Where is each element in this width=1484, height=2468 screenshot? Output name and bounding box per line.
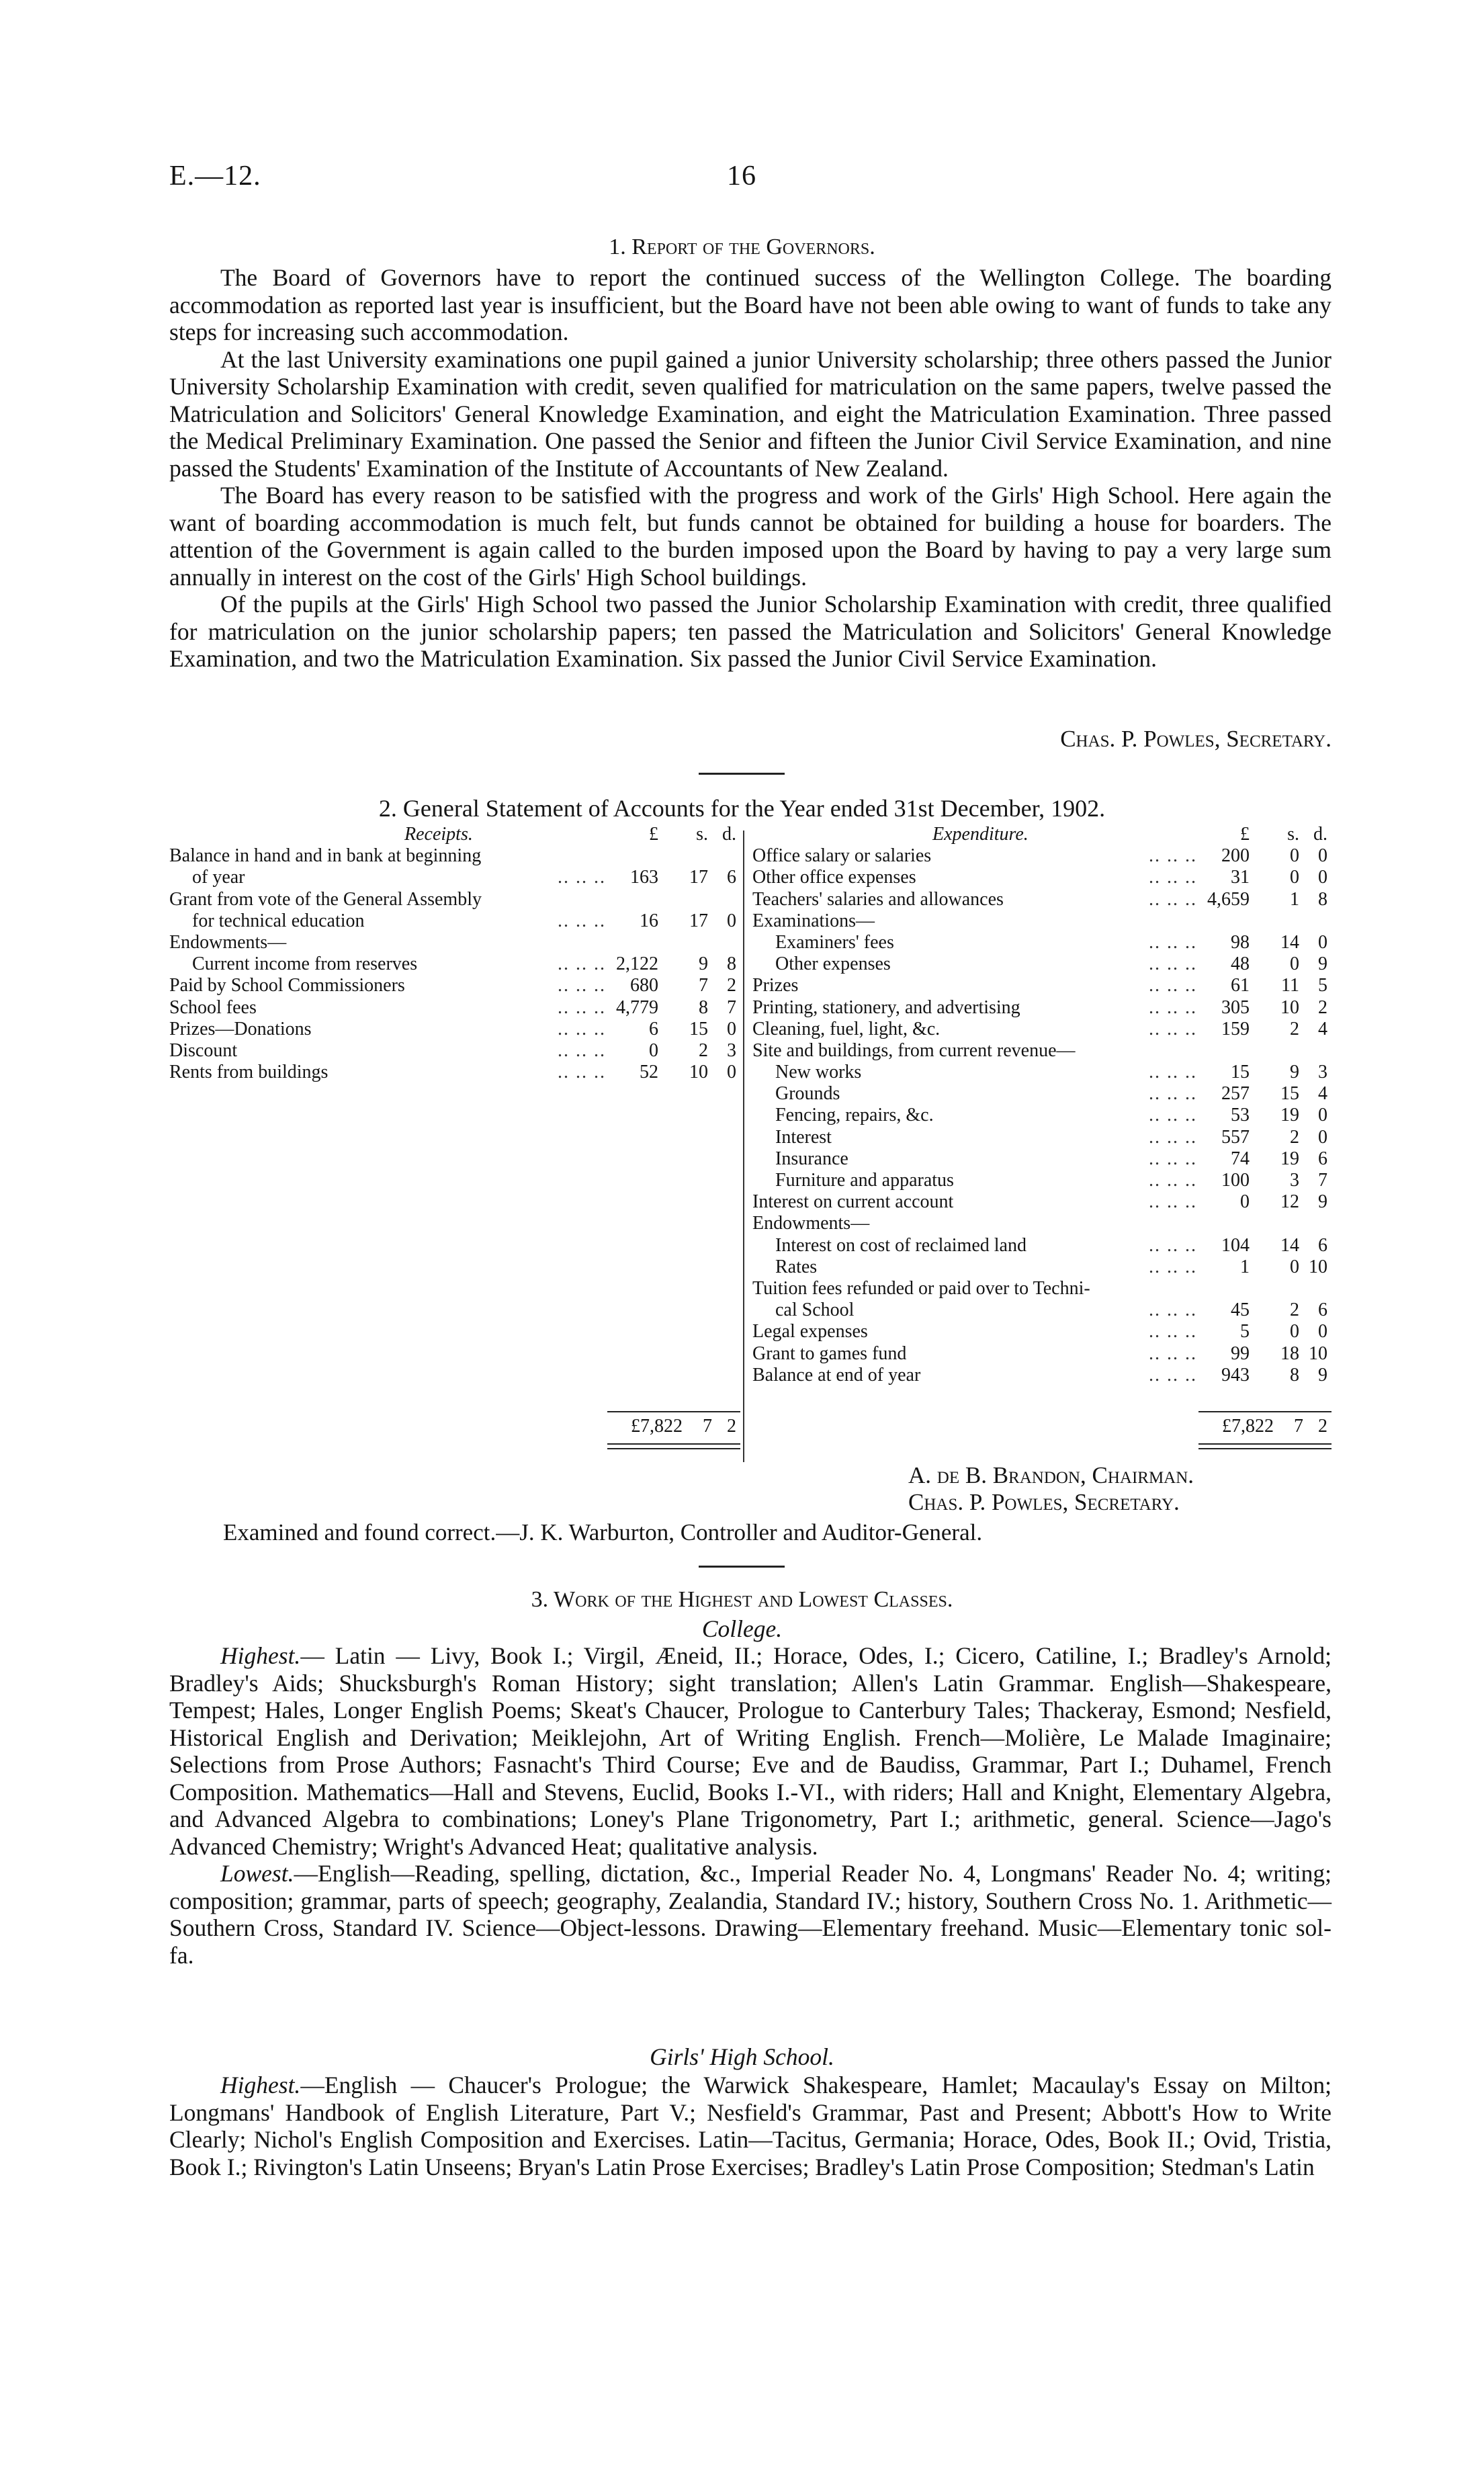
ledger-row <box>169 975 740 996</box>
amount-pounds: 943 <box>1221 1364 1250 1386</box>
amount-shillings: 3 <box>1290 1170 1299 1191</box>
amount-pence: 3 <box>1318 1062 1327 1083</box>
amount-pence: 0 <box>1318 931 1327 953</box>
amount-pence: 7 <box>727 996 736 1018</box>
amount-pence: 0 <box>727 910 736 931</box>
amount-pence: 9 <box>1318 1364 1327 1386</box>
amount-shillings: 0 <box>1290 845 1299 867</box>
amount-shillings: 0 <box>1290 1256 1299 1277</box>
expenditure-total-rule <box>1198 1411 1332 1412</box>
ledger-item-label: Discount <box>169 1039 238 1061</box>
amount-pounds: 52 <box>640 1062 658 1083</box>
total-shillings: 7 <box>1294 1416 1303 1437</box>
total-pounds: £7,822 <box>1222 1416 1274 1437</box>
pence-head: d. <box>722 824 736 845</box>
amount-shillings: 14 <box>1280 931 1299 953</box>
leader-dots: .. .. .. <box>558 1018 606 1039</box>
leader-dots: .. .. .. <box>1149 1170 1197 1191</box>
leader-dots: .. .. .. <box>1149 1062 1197 1083</box>
ledger-row <box>752 1365 1332 1386</box>
amount-pounds: 159 <box>1221 1018 1250 1039</box>
ledger-item-label: Legal expenses <box>752 1321 868 1343</box>
leader-dots: .. .. .. <box>1149 1343 1197 1364</box>
ledger-row <box>752 845 1332 867</box>
amount-pounds: 31 <box>1231 867 1250 888</box>
amount-pounds: 0 <box>649 1039 658 1061</box>
ledger-row <box>169 1019 740 1040</box>
ledger-item-label: Teachers' salaries and allowances <box>752 888 1004 910</box>
ledger-row <box>752 1105 1332 1126</box>
receipts-rows <box>169 845 740 1083</box>
amount-pence: 0 <box>1318 1321 1327 1343</box>
amount-pence: 8 <box>727 953 736 975</box>
leader-dots: .. .. .. <box>1149 1300 1197 1321</box>
amount-shillings: 2 <box>1290 1300 1299 1321</box>
college-heading: College. <box>701 1615 783 1642</box>
leader-dots: .. .. .. <box>1149 888 1197 910</box>
amount-pounds: 100 <box>1221 1170 1250 1191</box>
amount-pounds: 305 <box>1221 996 1250 1018</box>
college-highest-text: — Latin — Livy, Book I.; Virgil, Æneid, II.; Horace, Odes, I.; Cicero, Catiline, I.; Bradley's Arnold; Bradley's Aids; Shucksburgh's Roman History; sight translation; Allen's Latin Grammar. English—Shakespeare, Tempest; Hales, Longer English Poems; Skeat's Chaucer, Prologue to Canterbury Tales; Thackeray, Esmond; Nesfield, Historical English and Derivation; Meiklejohn, Art of Writing English. French—Molière, Le Malade Imaginaire; Selections from Prose Authors; Fasnacht's Third Course; Eve and de Baudiss, Grammar, Part I.; Duhamel, French Composition. Mathematics—Hall and Stevens, Euclid, Books I.-VI., with riders; Hall and Knight, Elementary Algebra, and Advanced Algebra to combinations; Loney's Plane Trigonometry, Part I.; arithmetic, general. Science—Jago's Advanced Chemistry; Wright's Advanced Heat; qualitative analysis. <box>169 1642 1332 1860</box>
amount-pence: 0 <box>1318 845 1327 867</box>
leader-dots: .. .. .. <box>1149 1256 1197 1277</box>
amount-shillings: 8 <box>1290 1364 1299 1386</box>
ledger-row <box>752 1019 1332 1040</box>
amount-shillings: 17 <box>689 867 708 888</box>
ledger-item-label: Examinations— <box>752 910 875 931</box>
ledger-row <box>169 953 740 975</box>
ledger-item-label: Grounds <box>775 1083 840 1105</box>
leader-dots: .. .. .. <box>1149 1126 1197 1148</box>
ledger-item-label: Interest on cost of reclaimed land <box>775 1234 1027 1256</box>
accounts-column-divider <box>743 831 744 1462</box>
leader-dots: .. .. .. <box>1149 996 1197 1018</box>
girls-highest <box>169 2072 1332 2180</box>
ledger-row <box>752 1170 1332 1191</box>
expenditure-heading: Expenditure. <box>932 824 1029 845</box>
amount-pence: 10 <box>1309 1343 1327 1364</box>
ledger-row <box>752 1278 1332 1300</box>
ledger-row <box>752 1213 1332 1234</box>
ledger-item-label: Examiners' fees <box>775 931 894 953</box>
report-paragraph: At the last University examinations one pupil gained a junior University scholarship; three others passed the Junior University Scholarship Examination with credit, seven qualified for matriculation on the same papers, twelve passed the Matriculation and Solicitors' General Knowledge Examination, and eight the Matriculation Examination. Three passed the Medical Preliminary Examination. One passed the Senior and fifteen the Junior Civil Service Examination, and nine passed the Students' Examination of the Institute of Accountants of New Zealand. <box>169 345 1332 482</box>
ledger-item-label: Endowments— <box>752 1213 870 1234</box>
amount-pence: 4 <box>1318 1083 1327 1105</box>
ledger-row <box>752 889 1332 910</box>
amount-pounds: 6 <box>649 1018 658 1039</box>
amount-pounds: 61 <box>1231 975 1250 996</box>
amount-pence: 8 <box>1318 888 1327 910</box>
amount-pounds: 163 <box>630 867 658 888</box>
ledger-row <box>169 845 740 867</box>
amount-pence: 3 <box>727 1039 736 1061</box>
ledger-row <box>169 889 740 910</box>
pounds-head: £ <box>1240 824 1250 845</box>
expenditure-total-double-rule <box>1198 1443 1332 1445</box>
ledger-item-label: Cleaning, fuel, light, &c. <box>752 1018 941 1039</box>
amount-pence: 6 <box>1318 1234 1327 1256</box>
section-divider <box>699 773 785 775</box>
amount-shillings: 2 <box>1290 1126 1299 1148</box>
leader-dots: .. .. .. <box>1149 1083 1197 1105</box>
girls-highest-text: —English — Chaucer's Prologue; the Warwick Shakespeare, Hamlet; Macaulay's Essay on Milton; Longmans' Handbook of English Literature, Part V.; Nesfield's Grammar, Past and Present; Abbott's How to Write Clearly; Nichol's English Composition and Exercises. Latin—Tacitus, Germania; Horace, Odes, Book II.; Ovid, Tristia, Book I.; Rivington's Latin Unseens; Bryan's Latin Prose Exercises; Bradley's Latin Prose Composition; Stedman's Latin <box>169 2072 1332 2180</box>
amount-shillings: 0 <box>1290 1321 1299 1343</box>
amount-shillings: 19 <box>1280 1148 1299 1169</box>
ledger-row <box>752 867 1332 888</box>
leader-dots: .. .. .. <box>1149 1364 1197 1386</box>
amount-pounds: 200 <box>1221 845 1250 867</box>
ledger-item-label: Balance at end of year <box>752 1364 921 1386</box>
amount-shillings: 10 <box>1280 996 1299 1018</box>
ledger-item-label: Furniture and apparatus <box>775 1170 954 1191</box>
leader-dots: .. .. .. <box>558 975 606 996</box>
ledger-row <box>169 932 740 953</box>
amount-pence: 0 <box>1318 1126 1327 1148</box>
work-title: 3. Work of the Highest and Lowest Classes. <box>531 1587 953 1612</box>
ledger-item-label: Balance in hand and in bank at beginning <box>169 845 482 867</box>
pounds-head: £ <box>649 824 658 845</box>
leader-dots: .. .. .. <box>558 1062 606 1083</box>
report-paragraph: The Board of Governors have to report the continued success of the Wellington College. The boarding accommodation as reported last year is insufficient, but the Board have not been able owing to want of funds to take any steps for increasing such accommodation. <box>169 264 1332 345</box>
leader-dots: .. .. .. <box>1149 867 1197 888</box>
ledger-item-label: Tuition fees refunded or paid over to Techni- <box>752 1277 1090 1299</box>
amount-shillings: 1 <box>1290 888 1299 910</box>
total-pence: 2 <box>1318 1416 1327 1437</box>
total-shillings: 7 <box>703 1416 712 1437</box>
college-lowest <box>169 1860 1332 1969</box>
receipts-total-double-rule <box>607 1443 740 1445</box>
amount-pounds: 53 <box>1231 1105 1250 1126</box>
ledger-row <box>169 1040 740 1062</box>
total-pence: 2 <box>727 1416 736 1437</box>
chairman-signature: A. de B. Brandon, Chairman. <box>908 1462 1194 1488</box>
ledger-item-label: cal School <box>775 1300 855 1321</box>
leader-dots: .. .. .. <box>558 867 606 888</box>
leader-dots: .. .. .. <box>1149 1321 1197 1343</box>
amount-pounds: 15 <box>1231 1062 1250 1083</box>
amount-pence: 7 <box>1318 1170 1327 1191</box>
ledger-item-label: Paid by School Commissioners <box>169 975 405 996</box>
amount-pounds: 557 <box>1221 1126 1250 1148</box>
amount-pounds: 2,122 <box>616 953 658 975</box>
amount-pounds: 5 <box>1240 1321 1250 1343</box>
ledger-row <box>752 932 1332 953</box>
ledger-row <box>752 1083 1332 1105</box>
ledger-row <box>752 975 1332 996</box>
amount-shillings: 9 <box>1290 1062 1299 1083</box>
leader-dots: .. .. .. <box>1149 1191 1197 1213</box>
amount-pence: 10 <box>1309 1256 1327 1277</box>
ledger-item-label: Current income from reserves <box>192 953 418 975</box>
ledger-row <box>169 867 740 888</box>
report-paragraph: The Board has every reason to be satisfied with the progress and work of the Girls' High School. Here again the want of boarding accommodation is much felt, but funds cannot be obtained for building a house for boarders. The attention of the Government is again called to the burden imposed upon the Board by having to pay a very large sum annually in interest on the cost of the Girls' High School buildings. <box>169 482 1332 591</box>
ledger-row <box>169 997 740 1019</box>
receipts-heading: Receipts. <box>404 824 473 845</box>
amount-pence: 0 <box>727 1018 736 1039</box>
amount-pence: 2 <box>1318 996 1327 1018</box>
amount-pence: 6 <box>1318 1300 1327 1321</box>
ledger-item-label: Grant from vote of the General Assembly <box>169 888 482 910</box>
amount-pounds: 99 <box>1231 1343 1250 1364</box>
leader-dots: .. .. .. <box>558 996 606 1018</box>
ledger-item-label: Endowments— <box>169 931 287 953</box>
amount-shillings: 7 <box>699 975 708 996</box>
ledger-item-label: Fencing, repairs, &c. <box>775 1105 934 1126</box>
page-number: 16 <box>727 161 756 192</box>
amount-shillings: 15 <box>1280 1083 1299 1105</box>
total-pounds: £7,822 <box>631 1416 683 1437</box>
amount-shillings: 12 <box>1280 1191 1299 1213</box>
leader-dots: .. .. .. <box>1149 975 1197 996</box>
ledger-item-label: Interest on current account <box>752 1191 954 1213</box>
receipts-total-double-rule <box>607 1448 740 1449</box>
ledger-item-label: of year <box>192 867 245 888</box>
amount-pounds: 16 <box>640 910 658 931</box>
amount-pounds: 680 <box>630 975 658 996</box>
leader-dots: .. .. .. <box>558 910 606 931</box>
amount-shillings: 18 <box>1280 1343 1299 1364</box>
report-title: 1. Report of the Governors. <box>609 235 875 259</box>
amount-pence: 0 <box>1318 867 1327 888</box>
receipts-total-rule <box>607 1411 740 1412</box>
amount-pounds: 4,779 <box>616 996 658 1018</box>
shillings-head: s. <box>696 824 708 845</box>
highest-label: Highest. <box>220 1642 301 1669</box>
girls-school-heading: Girls' High School. <box>650 2043 834 2070</box>
leader-dots: .. .. .. <box>558 1039 606 1061</box>
amount-pence: 9 <box>1318 1191 1327 1213</box>
ledger-item-label: Rates <box>775 1256 818 1277</box>
amount-shillings: 0 <box>1290 867 1299 888</box>
leader-dots: .. .. .. <box>1149 845 1197 867</box>
expenditure-column <box>752 824 1332 1386</box>
ledger-item-label: School fees <box>169 996 257 1018</box>
ledger-item-label: Interest <box>775 1126 832 1148</box>
ledger-row <box>752 1235 1332 1257</box>
total-row <box>752 1416 1332 1437</box>
ledger-row <box>752 1321 1332 1343</box>
section-divider <box>699 1566 785 1568</box>
amount-pence: 5 <box>1318 975 1327 996</box>
ledger-item-label: Other office expenses <box>752 867 916 888</box>
ledger-item-label: Other expenses <box>775 953 891 975</box>
leader-dots: .. .. .. <box>1149 953 1197 975</box>
ledger-item-label: Insurance <box>775 1148 848 1169</box>
amount-pence: 0 <box>1318 1105 1327 1126</box>
leader-dots: .. .. .. <box>1149 1234 1197 1256</box>
report-body <box>169 264 1332 673</box>
amount-pence: 4 <box>1318 1018 1327 1039</box>
ledger-row <box>752 1127 1332 1148</box>
page-reference: E.—12. <box>169 161 261 192</box>
amount-shillings: 10 <box>689 1062 708 1083</box>
amount-shillings: 8 <box>699 996 708 1018</box>
amount-pounds: 74 <box>1231 1148 1250 1169</box>
total-row <box>169 1416 740 1437</box>
ledger-row <box>752 1191 1332 1213</box>
amount-shillings: 9 <box>699 953 708 975</box>
receipts-total <box>169 1416 740 1437</box>
shillings-head: s. <box>1287 824 1299 845</box>
ledger-row <box>752 910 1332 932</box>
amount-pence: 6 <box>727 867 736 888</box>
amount-shillings: 19 <box>1280 1105 1299 1126</box>
ledger-item-label: Grant to games fund <box>752 1343 907 1364</box>
audit-statement: Examined and found correct.—J. K. Warburton, Controller and Auditor-General. <box>223 1519 983 1545</box>
amount-pounds: 257 <box>1221 1083 1250 1105</box>
amount-pounds: 98 <box>1231 931 1250 953</box>
ledger-item-label: for technical education <box>192 910 365 931</box>
ledger-item-label: Prizes <box>752 975 799 996</box>
ledger-row <box>169 1062 740 1083</box>
leader-dots: .. .. .. <box>1149 1148 1197 1169</box>
ledger-row <box>752 1257 1332 1278</box>
expenditure-total-double-rule <box>1198 1448 1332 1449</box>
leader-dots: .. .. .. <box>1149 931 1197 953</box>
ledger-row <box>752 1040 1332 1062</box>
accounts-title: 2. General Statement of Accounts for the Year ended 31st December, 1902. <box>378 795 1106 822</box>
lowest-label: Lowest. <box>220 1860 294 1887</box>
highest-label: Highest. <box>220 2072 301 2098</box>
amount-shillings: 14 <box>1280 1234 1299 1256</box>
ledger-row <box>752 997 1332 1019</box>
amount-shillings: 11 <box>1281 975 1299 996</box>
expenditure-header-row <box>752 824 1332 845</box>
ledger-item-label: Site and buildings, from current revenue— <box>752 1039 1076 1061</box>
expenditure-rows <box>752 845 1332 1386</box>
college-lowest-text: —English—Reading, spelling, dictation, &c., Imperial Reader No. 4, Longmans' Reader No. 4; writing; composition; grammar, parts of speech; geography, Zealandia, Standard IV.; history, Southern Cross No. 1. Arithmetic—Southern Cross, Standard IV. Science—Object-lessons. Drawing—Elementary freehand. Music—Elementary tonic sol-fa. <box>169 1860 1332 1969</box>
ledger-row <box>752 1343 1332 1365</box>
amount-pounds: 48 <box>1231 953 1250 975</box>
amount-pounds: 1 <box>1240 1256 1250 1277</box>
report-signature: Chas. P. Powles, Secretary. <box>1060 726 1332 752</box>
leader-dots: .. .. .. <box>558 953 606 975</box>
amount-pounds: 45 <box>1231 1300 1250 1321</box>
amount-pence: 6 <box>1318 1148 1327 1169</box>
leader-dots: .. .. .. <box>1149 1018 1197 1039</box>
amount-shillings: 2 <box>699 1039 708 1061</box>
ledger-row <box>169 910 740 932</box>
amount-pence: 2 <box>727 975 736 996</box>
leader-dots: .. .. .. <box>1149 1105 1197 1126</box>
receipts-header-row <box>169 824 740 845</box>
college-highest <box>169 1642 1332 1860</box>
report-paragraph: Of the pupils at the Girls' High School two passed the Junior Scholarship Examination with credit, three qualified for matriculation on the junior scholarship papers; ten passed the Matriculation and Solicitors' General Knowledge Examination, and two the Matriculation Examination. Six passed the Junior Civil Service Examination. <box>169 591 1332 672</box>
ledger-item-label: Rents from buildings <box>169 1062 329 1083</box>
ledger-item-label: Office salary or salaries <box>752 845 932 867</box>
amount-shillings: 0 <box>1290 953 1299 975</box>
pence-head: d. <box>1313 824 1327 845</box>
college-work <box>169 1642 1332 1969</box>
ledger-row <box>752 1300 1332 1321</box>
amount-pounds: 0 <box>1240 1191 1250 1213</box>
amount-pence: 9 <box>1318 953 1327 975</box>
amount-pence: 0 <box>727 1062 736 1083</box>
amount-shillings: 17 <box>689 910 708 931</box>
secretary-signature: Chas. P. Powles, Secretary. <box>908 1489 1180 1515</box>
amount-pounds: 4,659 <box>1207 888 1250 910</box>
amount-shillings: 15 <box>689 1018 708 1039</box>
ledger-row <box>752 1062 1332 1083</box>
amount-shillings: 2 <box>1290 1018 1299 1039</box>
amount-pounds: 104 <box>1221 1234 1250 1256</box>
ledger-row <box>752 1148 1332 1170</box>
ledger-item-label: New works <box>775 1062 862 1083</box>
receipts-column <box>169 824 740 1083</box>
ledger-item-label: Prizes—Donations <box>169 1018 312 1039</box>
expenditure-total <box>752 1416 1332 1437</box>
girls-work <box>169 2072 1332 2180</box>
ledger-item-label: Printing, stationery, and advertising <box>752 996 1020 1018</box>
ledger-row <box>752 953 1332 975</box>
